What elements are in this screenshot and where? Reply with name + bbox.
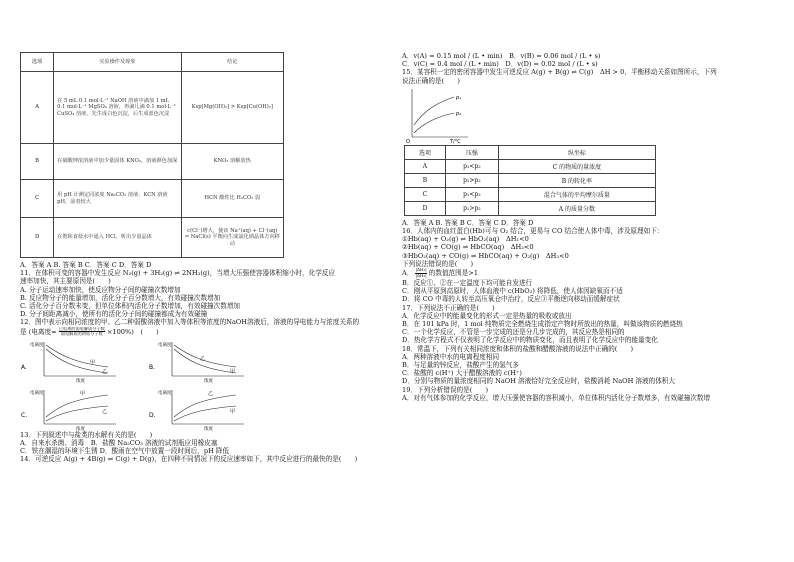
row-ordinate: C 的物质的量浓度 xyxy=(498,159,655,173)
questions-13-14 xyxy=(20,431,388,464)
q12-formula-prefix: 是 (电离度= xyxy=(20,327,57,336)
experiment-table xyxy=(20,52,284,258)
header-ordinate: 纵坐标 xyxy=(498,145,655,159)
row-ordinate: 混合气体的平均摩尔质量 xyxy=(498,187,655,201)
row-option: D xyxy=(21,218,54,258)
row-pressure: p₁>p₂ xyxy=(445,201,498,215)
q17-option-c: C．一个化学反应，不管是一步完成的还是分几步完成的，其反应热是相同的 xyxy=(402,328,625,337)
q11-option-c: C. 活化分子百分数未变，但单位体积内活化分子数增加，有效碰撞次数增加 xyxy=(20,302,241,311)
q16-reaction-2: ②Hb(aq) + CO(g) ⇌ HbCO(aq) ΔH₂<0 xyxy=(402,243,534,252)
graph-y-label: 电离度 xyxy=(30,342,44,348)
graph-x-label: 浓度 xyxy=(204,378,213,383)
curve-2-label: 甲 xyxy=(230,368,236,375)
q12-formula xyxy=(20,327,388,337)
table-row xyxy=(21,144,284,180)
header-operation: 实验操作及现象 xyxy=(54,53,181,72)
q13-options-cd: C．铁在潮湿的环境下生锈 D．酸雨在空气中放置一段时间后，pH 降低 xyxy=(20,447,230,456)
q15-stem: 15．某容积一定的密闭容器中发生可逆反应 A(g) + B(g) ⇌ C(g) ΔH > 0，平衡移动关系如图所示，下列 xyxy=(402,68,717,77)
graph-b xyxy=(148,339,248,383)
row-option: C xyxy=(405,187,446,201)
table-row xyxy=(405,159,656,173)
curve-1 xyxy=(174,395,236,417)
graph-y-label: 电离度 xyxy=(30,390,44,396)
q18-option-a: A．两种溶液中水的电离程度相同 xyxy=(402,352,500,361)
q18-option-b: B．与足量的锌反应，盐酸产生的氢气多 xyxy=(402,361,519,370)
row-ordinate: B 的转化率 xyxy=(498,173,655,187)
curve-1-label: 甲 xyxy=(80,390,86,397)
header-option: 选项 xyxy=(21,53,54,72)
q18-option-d: D．分别与物质的量浓度相同的 NaOH 溶液恰好完全反应时，盐酸消耗 NaOH 溶液的体积大 xyxy=(402,377,675,386)
q14-options-cd: C．v(C) = 0.4 mol / (L • min) D．v(D) = 0.02 mol / (L • s) xyxy=(402,60,598,69)
curve-2-label: 乙 xyxy=(102,368,108,375)
q13-stem: 13．下列叙述中与盐类的水解有关的是( ) xyxy=(20,430,153,439)
q16-option-a-suffix: 的数值范围是>1 xyxy=(428,269,479,278)
q16-option-b: B．反应①、②在一定温度下均可能自发进行 xyxy=(402,279,533,288)
curve-p2 xyxy=(414,113,454,133)
x-axis-label: T/°C xyxy=(450,138,461,145)
q17-option-b: B．在 101 kPa 时，1 mol 纯物质完全燃烧生成指定产物时所放出的热量，叫做该物质的燃烧热 xyxy=(402,320,683,329)
row-operation: 在硝酸钾浓溶液中加少量固体 KNO₃，溶液颜色加深 xyxy=(54,144,181,180)
row-option: C xyxy=(21,180,54,218)
right-column xyxy=(402,52,780,402)
q16-question: 下列说法错误的是( ) xyxy=(402,259,474,268)
p2-label: p₂ xyxy=(456,110,462,117)
curve-1-label: 乙 xyxy=(208,390,214,397)
curve-1 xyxy=(46,395,108,417)
q12-formula-suffix: ×100%) ( ) xyxy=(106,327,159,336)
q16-stem: 16．人体内的血红蛋白(Hb)可与 O₂ 结合，更易与 CO 结合使人体中毒，涉及原理如下： xyxy=(402,227,664,236)
graph-y-label: 电离度 xyxy=(158,342,172,348)
q11-stem: 11．在体积可变的容器中发生反应 N₂(g) + 3H₂(g) ⇌ 2NH₃(g)，当增大压强使容器体积缩小时，化学反应 xyxy=(20,269,335,278)
fraction-denominator: 弱电解质的初始分子数 xyxy=(60,331,103,337)
graph-x-label: 浓度 xyxy=(204,426,213,431)
graph-option-label: C. xyxy=(21,411,28,419)
q17-stem: 17．下列说法不正确的是( ) xyxy=(402,303,495,312)
graph-a xyxy=(20,339,120,383)
graph-y-label: 电离度 xyxy=(158,390,172,396)
fraction-numerator: 已电离的弱电解质分子数 xyxy=(58,326,105,331)
row-option: A xyxy=(405,159,446,173)
curve-1-label: 乙 xyxy=(200,355,206,362)
graph-option-label: B. xyxy=(149,363,156,371)
q19-stem: 19．下列分析错误的是( ) xyxy=(402,385,489,394)
pressure-temperature-graph xyxy=(402,85,780,145)
q19-option-a: A．对有气体参加的化学反应，增大压强使容器的容积减小，单位体积内活化分子数增多，有效碰撞次数增 xyxy=(402,393,711,402)
q11-option-b: B. 反应物分子的能量增加，活化分子百分数增大，有效碰撞次数增加 xyxy=(20,293,221,302)
table-header-row xyxy=(405,145,656,159)
questions-11-12 xyxy=(20,261,388,337)
row-operation: 在 5 mL 0.1 mol·L⁻¹ NaOH 溶液中滴加 1 mL 0.1 mol·L⁻¹ MgSO₄ 溶液，再滴几滴 0.1 mol·L⁻¹ CuSO₄ 溶液，先生成白色沉淀，后生成蓝色沉淀 xyxy=(54,72,181,144)
q16-reaction-1: ①Hb(aq) + O₂(g) ⇌ HbO₂(aq) ΔH₁<0 xyxy=(402,235,529,244)
row-operation: 在饱和食盐水中通入 HCl，析出少量晶体 xyxy=(54,218,181,258)
row-ordinate: A 的质量分数 xyxy=(498,201,655,215)
curve-2 xyxy=(46,406,108,421)
ratio-denominator: |ΔH₂| xyxy=(415,272,427,278)
table-row xyxy=(21,180,284,218)
q14-options-ab: A．v(A) = 0.15 mol / (L • min) B．v(B) = 0.06 mol / (L • s) xyxy=(402,52,601,60)
q17-option-d: D．热化学方程式不仅表明了化学反应中的物质变化，而且表明了化学反应中的能量变化 xyxy=(402,336,658,345)
graph-c xyxy=(20,387,120,431)
curve-2-label: 甲 xyxy=(230,408,236,415)
question-16 xyxy=(402,219,780,402)
row-conclusion: Ksp[Mg(OH)₂] > Ksp[Cu(OH)₂] xyxy=(181,72,283,144)
pressure-table xyxy=(404,145,656,216)
q18-option-c: C．盐酸的 c(H⁺) 大于醋酸溶液的 c(H⁺) xyxy=(402,369,523,378)
table-row xyxy=(21,72,284,144)
row-pressure: p₁>p₂ xyxy=(445,173,498,187)
ionization-fraction xyxy=(59,327,105,337)
q16-option-a-prefix: A． xyxy=(402,269,414,278)
q11-option-d: D. 分子间距离减小，使所有的活化分子间的碰撞都成为有效碰撞 xyxy=(20,310,208,319)
q13-options-ab: A．自来水杀菌、消毒 B．盐酸 Na₂CO₃ 溶液的试剂瓶应用橡皮塞 xyxy=(20,438,218,447)
q11-option-a: A. 分子运动速率加快，使反应物分子间的碰撞次数增加 xyxy=(20,285,181,294)
graph-x-label: 浓度 xyxy=(76,426,85,431)
graph-x-label: 浓度 xyxy=(76,378,85,383)
table-row xyxy=(405,173,656,187)
row-conclusion: c(Cl⁻)增大，使该 Na⁺(aq) + Cl⁻(aq) ⇌ NaCl(s) 平衡向生成氯化钠晶体方向移动 xyxy=(181,218,283,258)
q16-option-c: C．刚从平原到高原时，人体血液中 c(HbO₂) 将降低，使人体因缺氧而不适 xyxy=(402,287,623,296)
row-pressure: p₁<p₂ xyxy=(445,159,498,173)
q15-answers: A．答案 A B. 答案 B C．答案 C D．答案 D xyxy=(402,218,534,227)
header-pressure: 压强 xyxy=(445,145,498,159)
row-conclusion: KNO₃ 溶解放热 xyxy=(181,144,283,180)
q11-stem-cont: 速率加快，其主要原因是( ) xyxy=(20,277,111,286)
table-row xyxy=(405,201,656,215)
row-option: A xyxy=(21,72,54,144)
q12-graphs xyxy=(20,337,388,431)
row-option: D xyxy=(405,201,446,215)
graph-d xyxy=(148,387,248,431)
graph-option-label: A. xyxy=(21,363,27,371)
curve-2-label: 乙 xyxy=(102,408,108,415)
curve-p1 xyxy=(414,97,454,125)
graph-option-label: D. xyxy=(149,411,156,419)
q16-option-a xyxy=(402,268,780,279)
row-pressure: p₁<p₂ xyxy=(445,187,498,201)
origin-label: O xyxy=(406,138,410,145)
row-option: B xyxy=(21,144,54,180)
header-option: 选项 xyxy=(405,145,446,159)
q18-stem: 18．常温下，下列有关相同浓度和体积的盐酸和醋酸溶液的说法中正确的( ) xyxy=(402,344,634,353)
row-option: B xyxy=(405,173,446,187)
q17-option-a: A．化学反应中的能量变化的形式一定是热量的吸收或放出 xyxy=(402,311,572,320)
header-conclusion: 结论 xyxy=(181,53,283,72)
table-row xyxy=(21,218,284,258)
enthalpy-ratio xyxy=(415,268,426,278)
q16-option-d: D．将 CO 中毒的人转至高压氧仓中治疗，反应③平衡逆向移动而缓解症状 xyxy=(402,295,620,304)
q10-answers: A．答案 A B. 答案 B C．答案 C D．答案 D xyxy=(20,261,152,269)
q12-stem: 12．图中表示向相同浓度的甲、乙二种弱酸溶液中加入等体积等浓度的NaOH溶液后，溶液的导电能力与浓度关系的 xyxy=(20,318,360,327)
left-column xyxy=(20,52,388,463)
exam-sheet xyxy=(20,52,780,557)
q14-stem: 14．可逆反应 A(g) + 4B(g) ⇌ C(g) + D(g)，在四种不同情况下的反应速率如下，其中反应进行的最快的是( ) xyxy=(20,455,358,464)
q15-stem-cont: 说法正确的是( ) xyxy=(402,76,460,85)
curve-1-label: 甲 xyxy=(90,359,96,366)
table-row xyxy=(405,187,656,201)
p1-label: p₁ xyxy=(456,94,462,101)
row-operation: 用 pH 计测定同浓度 Na₂CO₃ 溶液、KCN 溶液 pH，前者较大 xyxy=(54,180,181,218)
ratio-numerator: |ΔH₁| xyxy=(415,268,427,273)
table-header-row xyxy=(21,53,284,72)
q16-reaction-3: ③HbO₂(aq) + CO(g) ⇌ HbCO(aq) + O₂(g) ΔH₃<0 xyxy=(402,251,569,260)
row-conclusion: HCN 酸性比 H₂CO₃ 弱 xyxy=(181,180,283,218)
curve-2 xyxy=(174,406,236,421)
